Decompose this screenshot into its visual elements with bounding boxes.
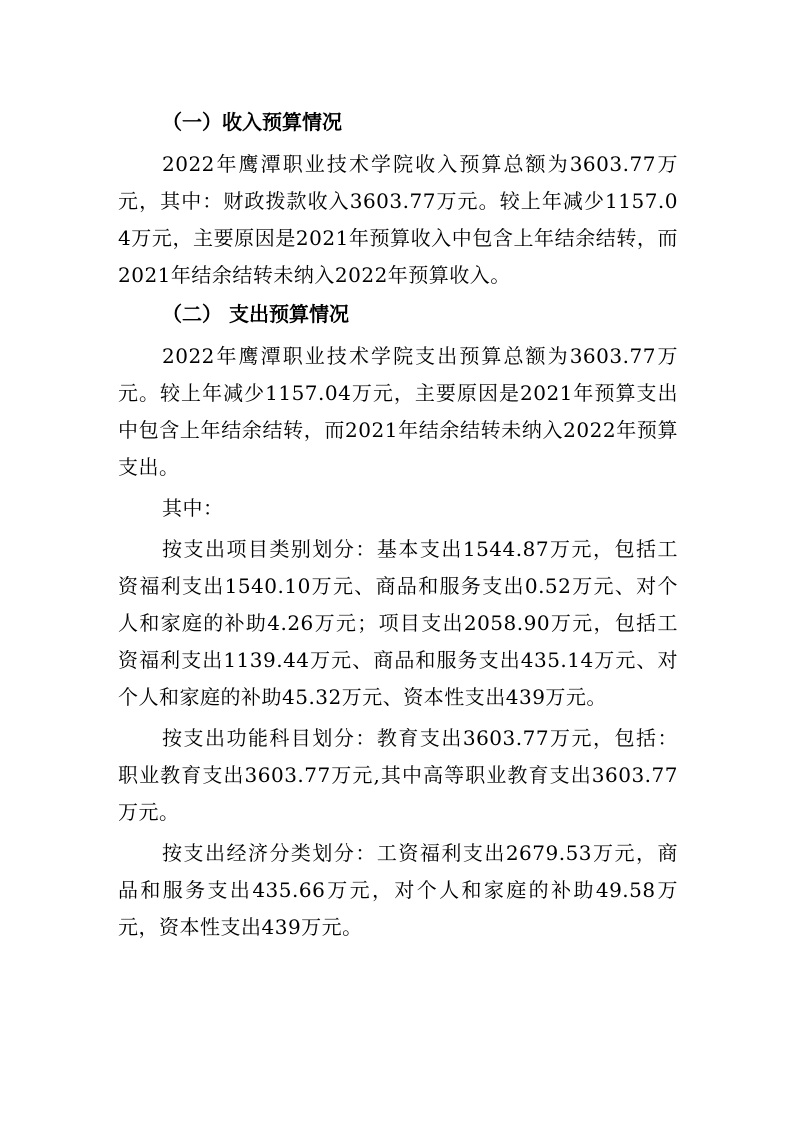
expenditure-by-item-paragraph: 按支出项目类别划分：基本支出1544.87万元，包括工资福利支出1540.10万元、商品和服务支出0.52万元、对个人和家庭的补助4.26万元；项目支出2058.90万元，包括工资福利支出1139.44万元、商品和服务支出435.14万元、对个人和家庭的补助45.32万元、资本性支出439万元。 <box>118 537 678 709</box>
expenditure-by-economic-paragraph: 按支出经济分类划分：工资福利支出2679.53万元，商品和服务支出435.66万元，对个人和家庭的补助49.58万元，资本性支出439万元。 <box>118 841 678 939</box>
expenditure-budget-paragraph: 2022年鹰潭职业技术学院支出预算总额为3603.77万元。较上年减少1157.04万元，主要原因是2021年预算支出中包含上年结余结转，而2021年结余结转未纳入2022年预算支出。 <box>118 344 678 479</box>
expenditure-budget-heading: （二） 支出预算情况 <box>162 302 349 326</box>
income-budget-heading: （一）收入预算情况 <box>162 110 342 134</box>
expenditure-intro: 其中： <box>162 496 224 520</box>
document-body <box>118 106 678 950</box>
expenditure-by-function-paragraph: 按支出功能科目划分：教育支出3603.77万元，包括：职业教育支出3603.77万元,其中高等职业教育支出3603.77万元。 <box>118 726 678 824</box>
income-budget-paragraph: 2022年鹰潭职业技术学院收入预算总额为3603.77万元，其中：财政拨款收入3603.77万元。较上年减少1157.04万元，主要原因是2021年预算收入中包含上年结余结转，而2021年结余结转未纳入2022年预算收入。 <box>118 152 678 287</box>
